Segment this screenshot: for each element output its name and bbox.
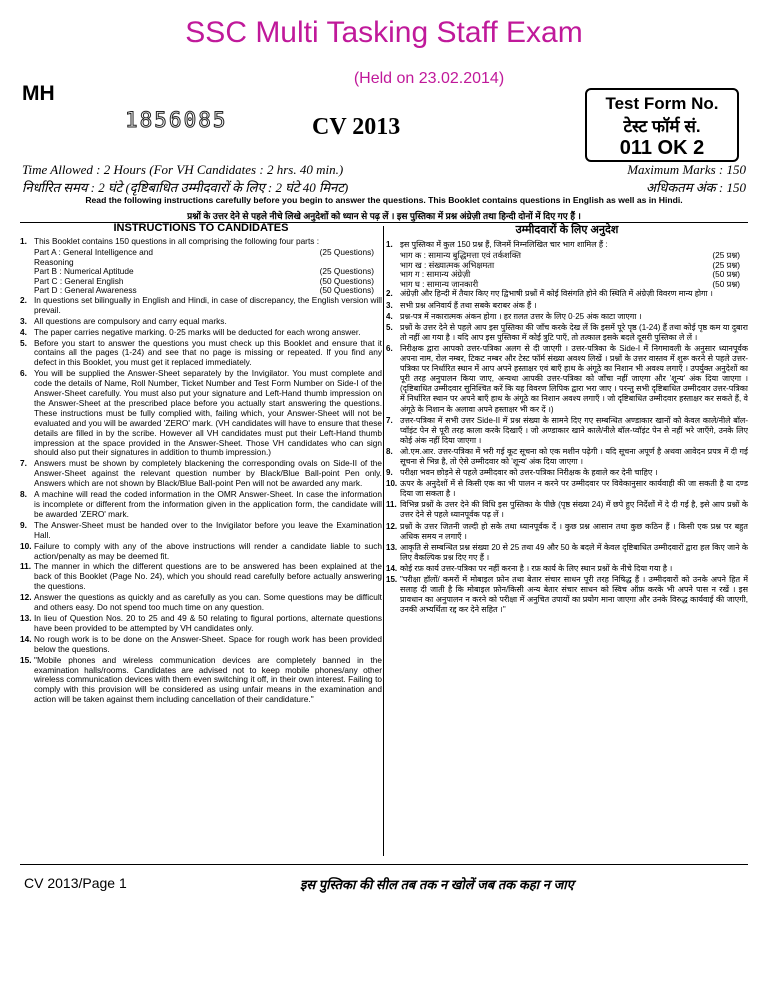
item-number: 14. [386, 563, 398, 573]
list-item [386, 416, 748, 446]
list-item [20, 542, 382, 562]
banner-title: SSC Multi Tasking Staff Exam [185, 16, 583, 49]
item-text: A machine will read the coded information in the OMR Answer-Sheet. In case the information is incomplete or different from the information given in the application form, the candidate will be awarded 'ZERO' mark. [34, 489, 382, 519]
part-count: (50 Questions) [319, 275, 374, 286]
item-text: इस पुस्तिका में कुल 150 प्रश्न हैं, जिनमें निम्नलिखित चार भाग शामिल हैं : [400, 240, 608, 249]
part-count: (25 Questions) [319, 246, 374, 257]
max-marks-hindi: अधिकतम अंक : 150 [646, 180, 746, 195]
read-instructions-hi: प्रश्नों के उत्तर देने से पहले नीचे लिखे अनुदेशों को ध्यान से पढ़ लें । इस पुस्तिका में प्रश्न अंग्रेज़ी तथा हिन्दी दोनों में दिए गए हैं । [187, 211, 581, 221]
list-item [386, 344, 748, 415]
list-item [20, 339, 382, 369]
part-count: (50 प्रश्न) [712, 278, 740, 289]
english-instructions [20, 222, 382, 862]
part-name: Part D : General Awareness [34, 285, 137, 296]
item-text: In lieu of Question Nos. 20 to 25 and 49 & 50 relating to figural portions, alternate questions have been provided to be attempted by VH candidates only. [34, 612, 382, 633]
list-item [20, 317, 382, 327]
item-number: 1. [386, 240, 393, 249]
read-instructions-en: Read the following instructions carefully before you begin to answer the questions. This Booklet contains questions in English as well as in Hindi. [85, 195, 683, 205]
item-text: परीक्षा भवन छोड़ने से पहले उम्मीदवार को उत्तर-पत्रिका निरीक्षक के हवाले कर देनी चाहिए । [400, 468, 658, 478]
list-item [20, 328, 382, 338]
list-item [386, 240, 748, 250]
item-number: 3. [20, 315, 27, 326]
item-number: 9. [20, 519, 27, 530]
list-item [386, 564, 748, 574]
item-text: This Booklet contains 150 questions in all comprising the following four parts : [34, 236, 320, 246]
item-number: 5. [20, 337, 27, 348]
item-text: ओ.एम.आर. उत्तर-पत्रिका में भरी गई कूट सूचना को एक मशीन पढ़ेगी । यदि सूचना अपूर्ण है अथवा आवेदन प्रपत्र में दी गई सूचना से भिन्न है, तो ऐसे उम्मीदवार को 'शून्य' अंक दिया जाएगा । [400, 446, 748, 466]
part-name: Part C : General English [34, 275, 124, 286]
item-number: 11. [386, 500, 397, 510]
item-text: ऊपर के अनुदेशों में से किसी एक का भी पालन न करने पर उम्मीदवार पर विवेकानुसार कार्यवाही की जा सकती है या दण्ड दिया जा सकता है । [400, 479, 748, 499]
item-number: 8. [386, 446, 393, 456]
item-text: The manner in which the different questions are to be answered has been explained at the back of this Booklet (Page No. 24), which you should read carefully before actually answering the questions. [34, 561, 382, 592]
item-text: All questions are compulsory and carry equal marks. [34, 315, 227, 326]
list-item [20, 593, 382, 613]
item-text: "Mobile phones and wireless communication devices are completely banned in the examination halls/rooms. Candidates are advised not to keep mobile phones/any other wireless communication devices with them even switching it off, in their own interest. Failing to comply with this provision will be considered as using unfair means in the examination and action will be taken against them including cancellation of their candidature." [34, 654, 382, 705]
test-form-value: 011 OK 2 [619, 137, 705, 159]
list-item [386, 301, 748, 311]
item-number: 8. [20, 489, 27, 500]
paper-code: MH [22, 82, 55, 105]
item-number: 12. [20, 592, 32, 603]
list-item [386, 575, 748, 615]
part-row [20, 248, 382, 267]
max-marks: Maximum Marks : 150 [627, 162, 746, 177]
item-number: 4. [386, 311, 393, 321]
item-number: 15. [386, 575, 398, 584]
item-number: 14. [20, 633, 32, 644]
list-item [20, 614, 382, 634]
part-count: (25 प्रश्न) [712, 250, 740, 261]
item-number: 3. [386, 300, 393, 310]
list-item [386, 447, 748, 467]
hindi-instructions [386, 222, 748, 862]
item-text: You will be supplied the Answer-Sheet separately by the Invigilator. You must complete and code the details of Name, Roll Number, Ticket Number and Test Form Number on Side-I of the Answer-Sheet carefully. You must also put your signature and Left-Hand thumb impression on the Answer-Sheet at the prescribed place before you actually start answering the questions. These instructions must be fully complied with, failing which, your Answer-Sheet will not be evaluated and you will be awarded 'ZERO' mark. (VH candidates will have to ensure that these details are filled in by the scribe. However all VH candidates must put their Left-Hand thumb impression at the space provided in the Answer-Sheet. Those VH candidates who can sign should also put their signatures in addition to thumb impression.) [34, 368, 382, 458]
item-text: Failure to comply with any of the above instructions will render a candidate liable to such action/penalty as may be deemed fit. [34, 540, 382, 561]
item-text: उत्तर-पत्रिका में सभी उत्तर Side-II में प्रश्न संख्या के सामने दिए गए सम्बन्धित अण्डाकार खानों को केवल काले/नीले बॉल-प्वॉइंट पेन से पूरी तरह काला करके दिखाएँ । जो अण्डाकार खाने काले/नीले बॉल-प्वॉइंट पेन से नहीं भरे जाएँगे, उनके लिए कोई अंक नहीं दिया जाएगा । [400, 415, 748, 445]
item-number: 1. [20, 236, 27, 246]
item-text: प्रश्न-पत्र में नकारात्मक अंकन होगा । हर ग़लत उत्तर के लिए 0·25 अंक काटा जाएगा । [400, 311, 642, 321]
list-item [20, 521, 382, 541]
item-number: 10. [386, 479, 398, 489]
item-number: 13. [20, 612, 32, 623]
time-allowed-hindi: निर्धारित समय : 2 घंटे (दृष्टिबाधित उम्मीदवारों के लिए : 2 घंटे 40 मिनट) [22, 180, 349, 195]
list-item [20, 459, 382, 489]
part-name: भाग ख : संख्यात्मक अभिक्षमता [400, 259, 495, 270]
item-text: अंग्रेज़ी और हिन्दी में तैयार किए गए द्विभाषी प्रश्नों में कोई विसंगति होने की स्थिति में अंग्रेज़ी विवरण मान्य होगा । [400, 289, 713, 299]
item-text: विभिन्न प्रश्नों के उत्तर देने की विधि इस पुस्तिका के पीछे (पृष्ठ संख्या 24) में छपे हुए निर्देशों में दे दी गई है, इसे आप प्रश्नों के उत्तर देने से पहले ध्यानपूर्वक पढ़ लें । [400, 500, 748, 520]
item-text: "परीक्षा हॉलों/ कमरों में मोबाइल फ़ोन तथा बेतार संचार साधन पूरी तरह निषिद्ध हैं । उम्मीदवारों को उनके अपने हित में सलाह दी जाती है कि मोबाइल फ़ोन/किसी अन्य बेतार संचार साधन को स्विच ऑफ़ करके भी अपने पास न रखें । इस प्रावधान का अनुपालन न करने को परीक्षा में अनुचित उपायों का प्रयोग माना जाएगा और उनके विरुद्ध कार्यवाई की जाएगी, उनकी अभ्यर्थिता रद्द कर देने सहित ।" [400, 575, 748, 615]
item-number: 15. [20, 654, 32, 665]
part-count: (50 प्रश्न) [712, 269, 740, 280]
item-number: 10. [20, 540, 32, 551]
test-form-hindi: टेस्ट फॉर्म सं. [623, 117, 701, 136]
list-item [20, 562, 382, 592]
page-number: CV 2013/Page 1 [24, 875, 127, 891]
item-number: 11. [20, 561, 32, 572]
list-item [386, 479, 748, 499]
item-text: प्रश्नों के उत्तर जितनी जल्दी हो सके तथा ध्यानपूर्वक दें । कुछ प्रश्न आसान तथा कुछ कठिन हैं । किसी एक प्रश्न पर बहुत अधिक समय न लगाएँ । [400, 521, 748, 541]
list-item [386, 468, 748, 478]
time-allowed: Time Allowed : 2 Hours (For VH Candidates : 2 hrs. 40 min.) [22, 162, 344, 177]
part-count: (25 प्रश्न) [712, 259, 740, 270]
part-name: Part A : General Intelligence and Reasoning [34, 246, 154, 267]
list-item [386, 289, 748, 299]
part-name: भाग क : सामान्य बुद्धिमत्ता एवं तर्कशक्ति [400, 250, 521, 261]
seal-notice: इस पुस्तिका की सील तब तक न खोलें जब तक कहा न जाए [300, 877, 574, 892]
test-form-box [585, 88, 739, 162]
list-item [386, 312, 748, 322]
test-form-label: Test Form No. [605, 94, 719, 113]
item-number: 2. [386, 289, 393, 299]
hindi-heading: उम्मीदवारों के लिए अनुदेश [515, 224, 619, 236]
item-text: The paper carries negative marking. 0·25 marks will be deducted for each wrong answer. [34, 326, 361, 337]
list-item [20, 656, 382, 706]
item-number: 12. [386, 521, 398, 531]
list-item [20, 237, 382, 247]
list-item [20, 296, 382, 316]
item-number: 6. [386, 343, 393, 353]
item-number: 6. [20, 368, 27, 379]
cv-year: CV 2013 [312, 114, 401, 140]
list-item [386, 500, 748, 520]
item-text: निरीक्षक द्वारा आपको उत्तर-पत्रिका अलग से दी जाएगी । उत्तर-पत्रिका के Side-I में निगमावली के अनुसार ध्यानपूर्वक अपना नाम, रोल नम्बर, टिकट नम्बर और टेस्ट फॉर्म संख्या अवश्य लिखें । प्रश्नों के उत्तर वास्तव में शुरू करने से पहले उत्तर-पत्रिका पर निर्धारित स्थान में आप अपने हस्ताक्षर एवं बाएँ हाथ के अंगूठे का निशान भी अवश्य लगाएँ । उपर्युक्त अनुदेशों का पूरी तरह अनुपालन किया जाए, अन्यथा आपकी उत्तर-पत्रिका को जाँचा नहीं जाएगा और 'शून्य' अंक दिया जाएगा । (दृष्टिबाधित उम्मीदवार सुनिश्चित करें कि यह विवरण लिपिक द्वारा भरा जाए । परन्तु सभी दृष्टिबाधित उम्मीदवार उत्तर-पत्रिका में निर्धारित स्थान पर अपने बाएँ हाथ के अंगूठे का निशान अवश्य लगाएँ । जो दृष्टिबाधित उम्मीदवार हस्ताक्षर कर सकते हैं, वे अंगूठे के निशान के अलावा अपने हस्ताक्षर भी कर दें ।) [400, 343, 748, 414]
part-name: Part B : Numerical Aptitude [34, 266, 134, 277]
item-number: 4. [20, 326, 27, 337]
english-heading: INSTRUCTIONS TO CANDIDATES [113, 222, 289, 234]
item-number: 7. [20, 458, 27, 469]
banner-held-date: (Held on 23.02.2014) [353, 70, 505, 87]
part-name: भाग ग : सामान्य अंग्रेज़ी [400, 269, 471, 280]
item-text: No rough work is to be done on the Answer-Sheet. Space for rough work has been provided below the questions. [34, 633, 382, 654]
serial-number: 1856085 [125, 108, 228, 132]
part-count: (50 Questions) [319, 285, 374, 296]
list-item [20, 635, 382, 655]
part-count: (25 Questions) [319, 266, 374, 277]
item-text: Answers must be shown by completely blackening the corresponding ovals on Side-II of the Answer-Sheet against the relevant question number by Black/Blue Ball-point Pen only. Answers which are not shown by Black/Blue Ball-point Pen will not be awarded any mark. [34, 458, 382, 489]
column-divider [383, 226, 384, 856]
list-item [386, 543, 748, 563]
item-number: 2. [20, 294, 27, 305]
item-text: कोई रफ़ कार्य उत्तर-पत्रिका पर नहीं करना है । रफ़ कार्य के लिए स्थान प्रश्नों के नीचे दिया गया है । [400, 563, 673, 573]
item-text: The Answer-Sheet must be handed over to the Invigilator before you leave the Examination Hall. [34, 519, 382, 540]
list-item [20, 490, 382, 520]
item-text: Answer the questions as quickly and as carefully as you can. Some questions may be difficult and others easy. Do not spend too much time on any question. [34, 592, 382, 613]
item-text: In questions set bilingually in English and Hindi, in case of discrepancy, the English version will prevail. [34, 294, 382, 315]
list-item [386, 522, 748, 542]
item-text: सभी प्रश्न अनिवार्य हैं तथा सबके बराबर अंक हैं । [400, 300, 537, 310]
item-text: प्रश्नों के उत्तर देने से पहले आप इस पुस्तिका की जाँच करके देख लें कि इसमें पूरे पृष्ठ (1-24) हैं तथा कोई पृष्ठ कम या दुबारा तो नहीं आ गया है । यदि आप इस पुस्तिका में कोई त्रुटि पाएँ, तो तत्काल इसके बदले दूसरी पुस्तिका ले लें । [400, 322, 748, 342]
part-name: भाग घ : सामान्य जानकारी [400, 278, 479, 289]
item-number: 13. [386, 542, 398, 552]
list-item [20, 369, 382, 458]
item-number: 9. [386, 468, 393, 478]
list-item [386, 323, 748, 343]
item-text: आकृति से सम्बन्धित प्रश्न संख्या 20 से 25 तथा 49 और 50 के बदले में केवल दृष्टिबाधित उम्मीदवारों द्वारा हल किए जाने के लिए वैकल्पिक प्रश्न दिए गए हैं । [400, 542, 748, 562]
footer-divider [20, 864, 748, 865]
item-text: Before you start to answer the questions you must check up this Booklet and ensure that it contains all the pages (1-24) and see that no page is missing or repeated. If you find any defect in this Booklet, you must get it replaced immediately. [34, 337, 382, 368]
item-number: 7. [386, 415, 393, 425]
item-number: 5. [386, 322, 393, 332]
